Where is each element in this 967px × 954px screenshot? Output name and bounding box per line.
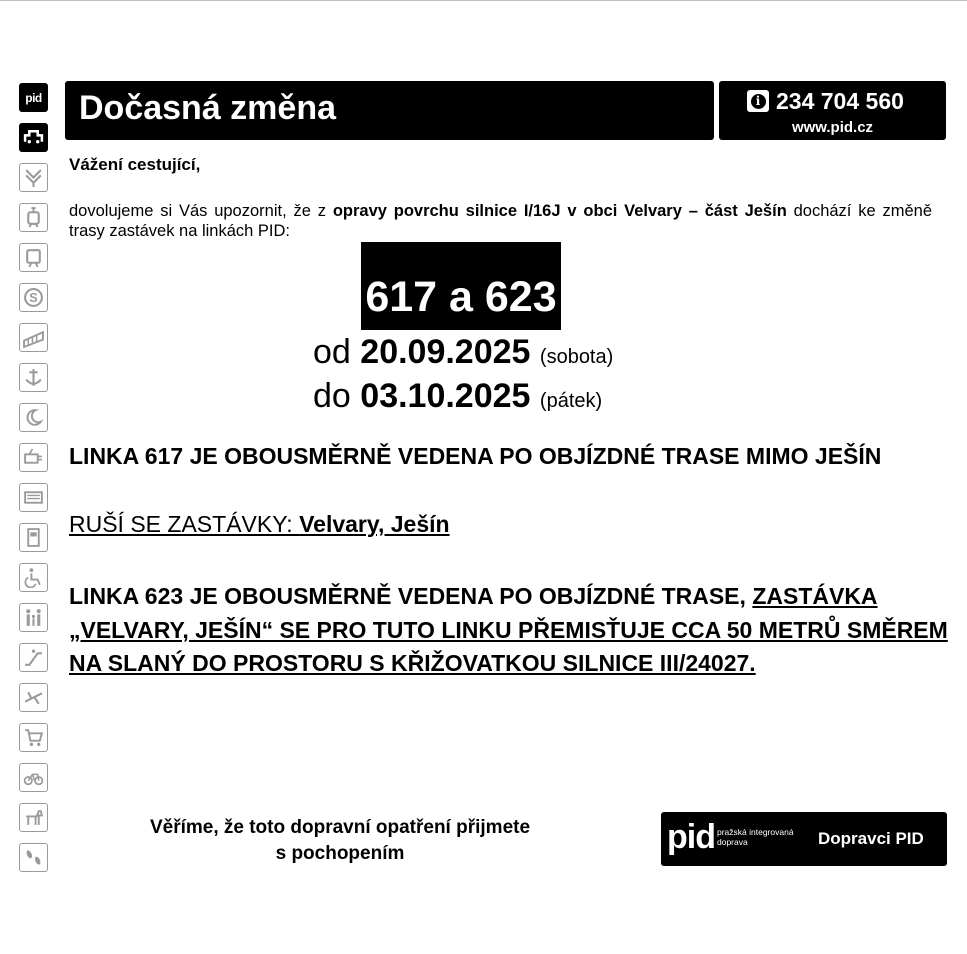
date-to: [313, 377, 602, 416]
footer-logo-subtitle-1: pražská integrovaná: [717, 827, 794, 837]
bicycle-icon: [19, 763, 48, 792]
bus-icon: [19, 123, 48, 152]
train-icon: [19, 243, 48, 272]
closing-line-2: s pochopením: [275, 843, 405, 864]
footer-logo-pid: pid: [667, 818, 715, 856]
date-to-value: 03.10.2025: [360, 377, 531, 415]
metro-icon: [19, 163, 48, 192]
cancelled-stops-names: Velvary, Ješín: [299, 511, 450, 537]
closing-text: [100, 815, 580, 867]
footer-pid-logo: [661, 812, 947, 866]
date-to-word: do: [313, 377, 351, 415]
intro-text-bold: opravy povrchu silnice I/16J v obci Velvary – část Ješín: [332, 202, 787, 220]
intro-paragraph: [69, 201, 932, 241]
ferry-icon: [19, 363, 48, 392]
pid-logo-icon: pid: [19, 83, 48, 112]
line-617-notice: LINKA 617 JE OBOUSMĚRNĚ VEDENA PO OBJÍZDNÉ TRASE MIMO JEŠÍN: [69, 443, 882, 469]
airport-icon: [19, 683, 48, 712]
cancelled-stops: [69, 508, 450, 540]
trolleybus-icon: [19, 443, 48, 472]
date-from-value: 20.09.2025: [360, 333, 531, 371]
dog-icon: [19, 803, 48, 832]
ticket-machine-icon: [19, 523, 48, 552]
info-contact-box: [719, 81, 946, 140]
greeting: Vážení cestující,: [69, 155, 201, 174]
intro-text-1: dovolujeme si Vás upozornit, že z: [69, 202, 333, 220]
line-623-stop-relocation: ZASTÁVKA „VELVARY, JEŠÍN“ SE PRO TUTO LINKU PŘEMISŤUJE CCA 50 METRŮ SMĚREM NA SLANÝ DO PROSTORU S KŘIŽOVATKOU SILNICE III/24027.: [69, 583, 948, 676]
shopping-cart-icon: [19, 723, 48, 752]
info-phone: 234 704 560: [776, 88, 904, 114]
cable-car-icon: [19, 323, 48, 352]
line-623-text: LINKA 623 JE OBOUSMĚRNĚ VEDENA PO OBJÍZDNÉ TRASE,: [69, 583, 746, 609]
footer-logo-subtitle-2: doprava: [717, 836, 748, 847]
family-icon: [19, 603, 48, 632]
cancelled-stops-label: RUŠÍ SE ZASTÁVKY:: [69, 511, 300, 537]
ticket-icon: [19, 483, 48, 512]
escalator-icon: [19, 643, 48, 672]
closing-line-1: Věříme, že toto dopravní opatření přijmete: [149, 817, 531, 838]
intro-text-2: dochází ke změně trasy zastávek na linkách PID:: [69, 202, 932, 240]
wheelchair-icon: [19, 563, 48, 592]
footer-operator: Dopravci PID: [818, 829, 924, 848]
date-to-day: (pátek): [539, 390, 603, 412]
date-from-word: od: [313, 333, 351, 371]
footer-logo-subtitle: [717, 828, 812, 847]
night-icon: [19, 403, 48, 432]
tram-icon: [19, 203, 48, 232]
info-website: www.pid.cz: [791, 119, 874, 136]
page-title: Dočasná změna: [79, 89, 336, 127]
date-from: [313, 333, 613, 372]
affected-lines: 617 a 623: [365, 273, 557, 321]
info-icon: i: [747, 90, 769, 112]
header-bar: [65, 81, 714, 140]
footsteps-icon: [19, 843, 48, 872]
top-border-line: [0, 0, 967, 1]
s-train-icon: [19, 283, 48, 312]
line-623-notice: [69, 580, 949, 681]
date-from-day: (sobota): [539, 346, 614, 368]
affected-lines-box: [361, 242, 561, 330]
svg-text:S: S: [29, 291, 38, 306]
